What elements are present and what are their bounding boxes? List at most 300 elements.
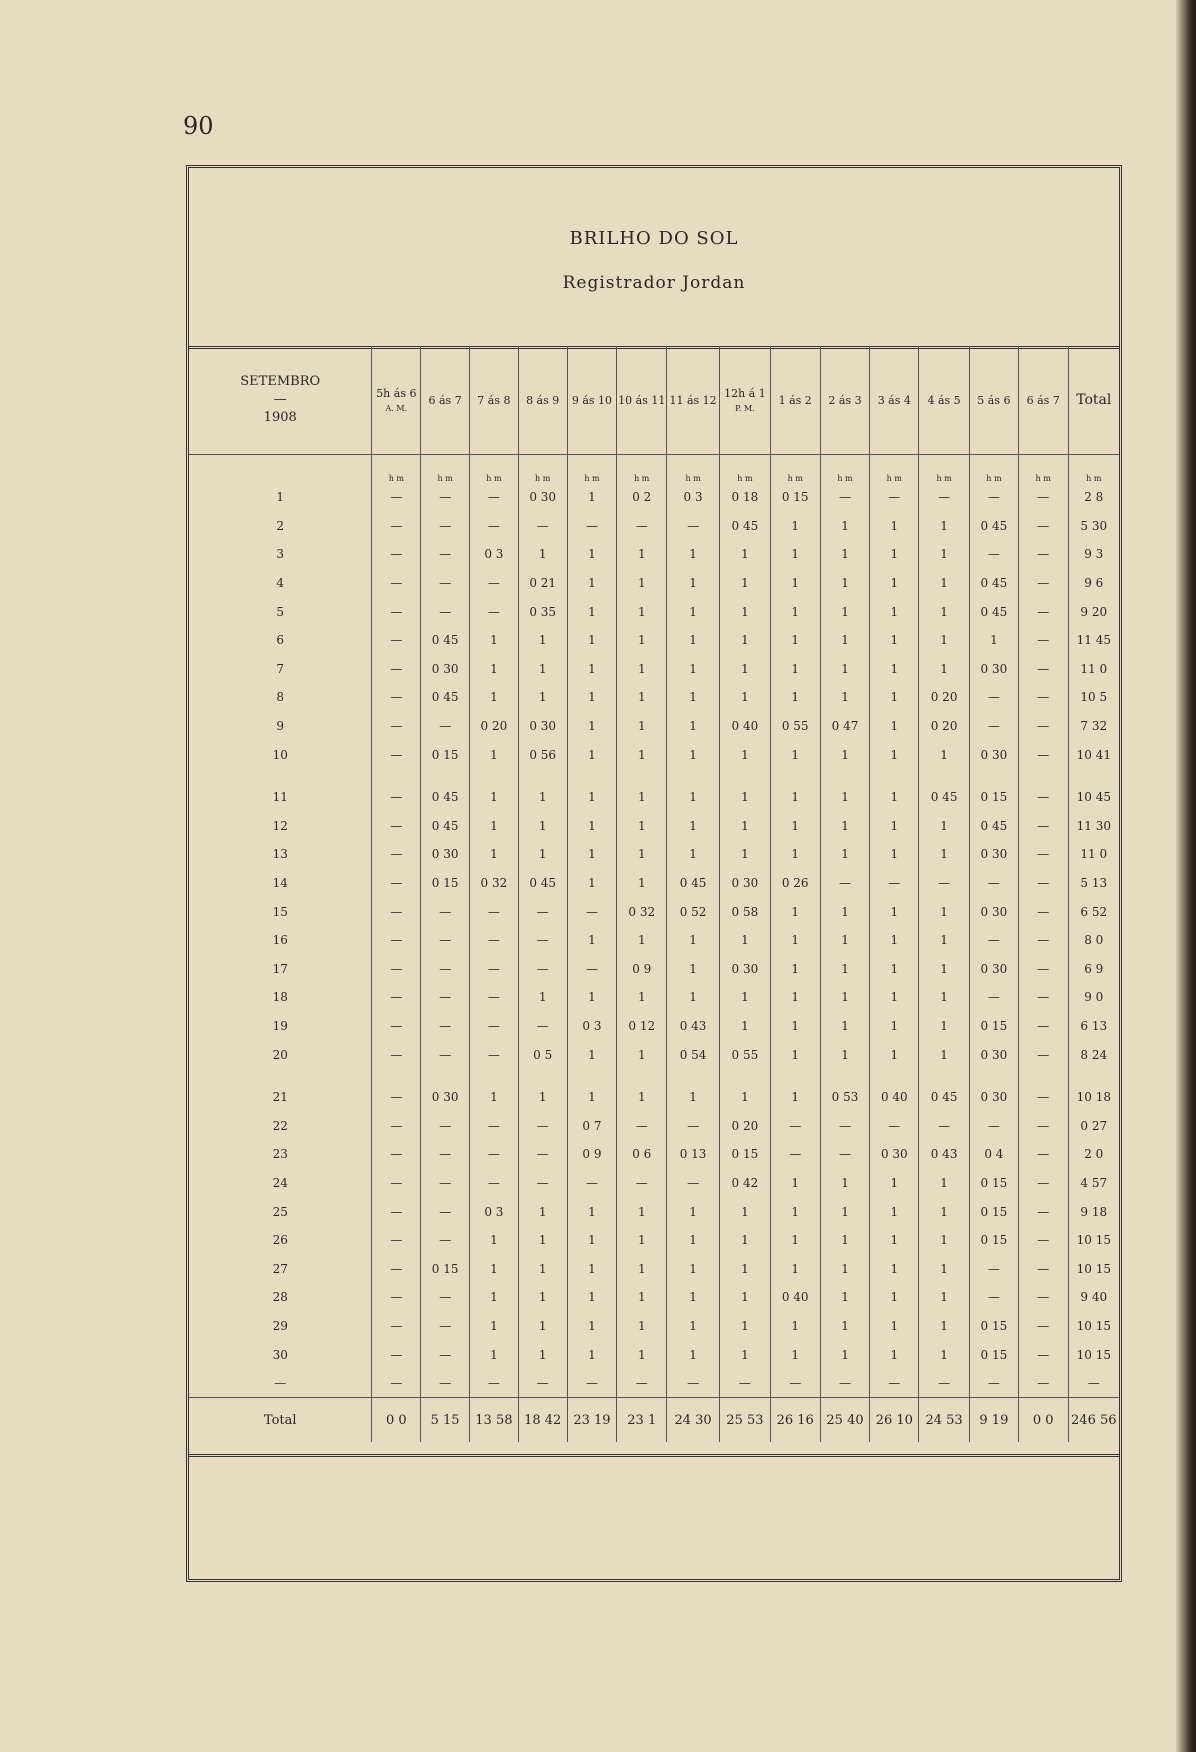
- table-cell: [567, 769, 617, 783]
- table-cell: 1: [567, 869, 617, 898]
- table-row: [189, 897, 1119, 926]
- table-cell: [189, 1069, 372, 1083]
- sunshine-table: [189, 346, 1119, 1442]
- table-cell: 1: [667, 1197, 720, 1226]
- table-cell: —: [1018, 812, 1068, 841]
- table-cell: —: [470, 955, 519, 984]
- table-cell: 1: [870, 655, 919, 684]
- table-cell: —: [870, 483, 919, 512]
- table-row: [189, 1140, 1119, 1169]
- table-cell: [470, 769, 519, 783]
- table-cell: 1: [567, 1283, 617, 1312]
- table-cell: 1: [667, 1312, 720, 1341]
- table-cell: 1: [667, 540, 720, 569]
- table-cell: —: [372, 740, 421, 769]
- table-cell: —: [970, 983, 1019, 1012]
- table-cell: —: [372, 1169, 421, 1198]
- table-cell: 1: [919, 1254, 970, 1283]
- table-cell: 1: [617, 1197, 667, 1226]
- table-cell: 1: [518, 655, 567, 684]
- table-cell: 1: [667, 683, 720, 712]
- table-cell: —: [372, 1312, 421, 1341]
- table-cell: 1: [567, 1197, 617, 1226]
- table-cell: —: [820, 869, 870, 898]
- column-header-label: 9 ás 10: [571, 393, 613, 407]
- table-cell: —: [372, 626, 421, 655]
- table-cell: —: [470, 897, 519, 926]
- table-cell: 1: [720, 655, 771, 684]
- table-cell: 0 55: [720, 1040, 771, 1069]
- table-cell: 1: [720, 569, 771, 598]
- table-cell: 1: [820, 812, 870, 841]
- table-cell: 1: [919, 540, 970, 569]
- table-cell: —: [720, 1369, 771, 1398]
- column-header: [567, 346, 617, 455]
- column-header: [518, 346, 567, 455]
- table-cell: —: [372, 1111, 421, 1140]
- table-cell: 1: [770, 926, 820, 955]
- table-cell: [1018, 769, 1068, 783]
- table-cell: 0 30: [421, 655, 470, 684]
- table-cell: 1: [470, 1312, 519, 1341]
- table-cell: 1: [567, 1226, 617, 1255]
- table-cell: —: [372, 712, 421, 741]
- table-cell: 0 30: [970, 840, 1019, 869]
- table-cell: 1: [770, 897, 820, 926]
- table-cell: —: [1018, 840, 1068, 869]
- table-cell: 0 15: [421, 869, 470, 898]
- table-cell: 1: [919, 1226, 970, 1255]
- table-cell: [372, 769, 421, 783]
- table-cell: 0 40: [770, 1283, 820, 1312]
- total-cell: 25 53: [720, 1398, 771, 1443]
- table-cell: —: [470, 1140, 519, 1169]
- table-cell: 0 30: [970, 740, 1019, 769]
- table-cell: 0 6: [617, 1140, 667, 1169]
- table-cell: —: [421, 712, 470, 741]
- table-cell: —: [518, 897, 567, 926]
- column-header-label: 5h ás 6: [376, 387, 417, 400]
- day-cell: 26: [189, 1226, 372, 1255]
- column-header-label: 3 ás 4: [877, 393, 911, 407]
- column-header: [820, 346, 870, 455]
- table-cell: 0 3: [567, 1012, 617, 1041]
- table-cell: —: [518, 1369, 567, 1398]
- table-cell: —: [470, 926, 519, 955]
- column-header: [970, 346, 1019, 455]
- table-cell: 1: [870, 1040, 919, 1069]
- table-cell: 0 45: [919, 783, 970, 812]
- table-cell: 0 15: [770, 483, 820, 512]
- table-cell: 1: [770, 1083, 820, 1112]
- table-cell: 0 4: [970, 1140, 1019, 1169]
- table-cell: 0 42: [720, 1169, 771, 1198]
- column-header: [1018, 346, 1068, 455]
- column-header: [470, 346, 519, 455]
- table-cell: —: [970, 683, 1019, 712]
- column-header: [770, 346, 820, 455]
- table-cell: —: [870, 1369, 919, 1398]
- table-cell: —: [372, 869, 421, 898]
- table-cell: 1: [617, 926, 667, 955]
- table-cell: —: [1018, 626, 1068, 655]
- table-cell: —: [421, 955, 470, 984]
- table-cell: 1: [870, 1226, 919, 1255]
- day-cell: 27: [189, 1254, 372, 1283]
- unit-label: h m: [421, 455, 470, 484]
- table-cell: 0 47: [820, 712, 870, 741]
- table-cell: 0 56: [518, 740, 567, 769]
- day-cell: 11: [189, 783, 372, 812]
- column-header-label: 10 ás 11: [618, 393, 666, 407]
- table-row: [189, 840, 1119, 869]
- table-box: [189, 346, 1119, 1457]
- table-cell: 10 18: [1076, 1090, 1111, 1105]
- table-cell: —: [617, 512, 667, 541]
- table-cell: 1: [617, 1226, 667, 1255]
- table-cell: 6 52: [1080, 904, 1108, 919]
- table-cell: —: [470, 1111, 519, 1140]
- table-cell: 1: [617, 740, 667, 769]
- table-cell: —: [421, 483, 470, 512]
- table-cell: 0 30: [970, 655, 1019, 684]
- table-cell: 0 3: [470, 1197, 519, 1226]
- table-cell: 0 45: [421, 683, 470, 712]
- table-cell: 1: [567, 569, 617, 598]
- column-header-label: 7 ás 8: [477, 393, 511, 407]
- table-cell: —: [518, 1140, 567, 1169]
- table-cell: 1: [820, 740, 870, 769]
- total-cell: 24 30: [667, 1398, 720, 1443]
- table-cell: 0 30: [518, 483, 567, 512]
- table-cell: 1: [470, 1083, 519, 1112]
- table-cell: —: [518, 1111, 567, 1140]
- table-cell: 1: [870, 926, 919, 955]
- table-cell: 0 12: [617, 1012, 667, 1041]
- table-cell: —: [372, 955, 421, 984]
- table-cell: 1: [919, 1340, 970, 1369]
- table-cell: 1: [870, 569, 919, 598]
- column-header: [720, 346, 771, 455]
- table-row: [189, 1012, 1119, 1041]
- table-cell: 1: [919, 569, 970, 598]
- table-cell: 1: [870, 1012, 919, 1041]
- table-cell: 0 35: [518, 597, 567, 626]
- unit-label: h m: [617, 455, 667, 484]
- table-cell: —: [1018, 1083, 1068, 1112]
- table-cell: —: [970, 869, 1019, 898]
- table-row: [189, 983, 1119, 1012]
- table-cell: —: [372, 483, 421, 512]
- table-cell: —: [1018, 1226, 1068, 1255]
- table-cell: 1: [770, 1226, 820, 1255]
- table-cell: 0 40: [870, 1083, 919, 1112]
- table-cell: 1: [617, 1340, 667, 1369]
- table-cell: 0 3: [470, 540, 519, 569]
- total-cell: 23 1: [617, 1398, 667, 1443]
- day-cell: 30: [189, 1340, 372, 1369]
- table-cell: 11 0: [1080, 847, 1108, 862]
- table-cell: 1: [617, 1040, 667, 1069]
- table-cell: —: [919, 483, 970, 512]
- table-cell: 1: [617, 1312, 667, 1341]
- table-cell: 1: [820, 955, 870, 984]
- table-row: [189, 569, 1119, 598]
- table-cell: 0 45: [970, 812, 1019, 841]
- day-cell: 22: [189, 1111, 372, 1140]
- table-cell: —: [970, 1369, 1019, 1398]
- table-cell: —: [820, 1140, 870, 1169]
- table-cell: —: [421, 1226, 470, 1255]
- table-cell: 1: [567, 1340, 617, 1369]
- table-cell: 0 15: [970, 1226, 1019, 1255]
- table-cell: 1: [720, 597, 771, 626]
- table-cell: 1: [567, 983, 617, 1012]
- column-header: [1068, 346, 1119, 455]
- table-cell: 1: [667, 783, 720, 812]
- table-cell: 8 24: [1080, 1047, 1108, 1062]
- table-cell: 1: [518, 983, 567, 1012]
- table-cell: 0 30: [970, 955, 1019, 984]
- table-cell: 1: [567, 683, 617, 712]
- unit-label: h m: [1018, 455, 1068, 484]
- table-cell: —: [1018, 712, 1068, 741]
- table-cell: —: [1018, 955, 1068, 984]
- day-cell: 24: [189, 1169, 372, 1198]
- table-cell: 1: [617, 683, 667, 712]
- table-cell: 1: [720, 740, 771, 769]
- table-cell: 1: [720, 1012, 771, 1041]
- table-cell: 1: [667, 983, 720, 1012]
- table-cell: 1: [617, 783, 667, 812]
- day-cell: 15: [189, 897, 372, 926]
- table-cell: —: [421, 1140, 470, 1169]
- table-cell: 1: [820, 926, 870, 955]
- table-cell: 4 57: [1080, 1175, 1108, 1190]
- table-cell: 1: [617, 812, 667, 841]
- table-cell: —: [470, 597, 519, 626]
- table-cell: —: [372, 1340, 421, 1369]
- table-cell: —: [470, 512, 519, 541]
- table-cell: —: [421, 1340, 470, 1369]
- table-cell: —: [421, 1197, 470, 1226]
- table-cell: —: [1018, 569, 1068, 598]
- table-row: [189, 1340, 1119, 1369]
- table-cell: —: [567, 512, 617, 541]
- table-cell: —: [421, 1369, 470, 1398]
- table-cell: 0 30: [970, 1040, 1019, 1069]
- table-cell: 1: [919, 626, 970, 655]
- table-cell: —: [372, 597, 421, 626]
- column-header-label: 6 ás 7: [428, 393, 462, 407]
- table-row: [189, 597, 1119, 626]
- table-cell: 1: [870, 983, 919, 1012]
- page-subtitle: Registrador Jordan: [562, 273, 746, 293]
- table-cell: 1: [667, 626, 720, 655]
- table-cell: 1: [567, 840, 617, 869]
- day-cell: 29: [189, 1312, 372, 1341]
- table-cell: 11 0: [1080, 661, 1108, 676]
- table-cell: 1: [820, 683, 870, 712]
- table-cell: —: [667, 1169, 720, 1198]
- table-cell: 1: [770, 569, 820, 598]
- table-cell: —: [421, 897, 470, 926]
- unit-label: h m: [870, 455, 919, 484]
- table-cell: —: [1018, 1040, 1068, 1069]
- table-cell: 0 43: [919, 1140, 970, 1169]
- table-cell: 10 15: [1076, 1318, 1111, 1333]
- table-cell: 1: [567, 626, 617, 655]
- table-cell: —: [820, 1111, 870, 1140]
- table-cell: 1: [720, 783, 771, 812]
- table-cell: 1: [720, 1254, 771, 1283]
- table-cell: 1: [720, 1083, 771, 1112]
- table-cell: 1: [470, 626, 519, 655]
- table-cell: 10 5: [1080, 690, 1108, 705]
- table-cell: —: [567, 1169, 617, 1198]
- table-cell: [372, 1069, 421, 1083]
- table-cell: 1: [919, 512, 970, 541]
- table-cell: 0 15: [970, 783, 1019, 812]
- table-cell: 1: [919, 1040, 970, 1069]
- table-cell: 1: [870, 740, 919, 769]
- table-cell: 0 15: [970, 1312, 1019, 1341]
- table-cell: —: [421, 512, 470, 541]
- day-cell: 5: [189, 597, 372, 626]
- table-cell: [970, 769, 1019, 783]
- table-cell: 1: [919, 1012, 970, 1041]
- day-cell: 1: [189, 483, 372, 512]
- table-cell: 10 15: [1076, 1233, 1111, 1248]
- table-row: [189, 783, 1119, 812]
- table-cell: 1: [720, 840, 771, 869]
- table-cell: 1: [667, 655, 720, 684]
- table-cell: 1: [567, 1254, 617, 1283]
- table-cell: 0 5: [518, 1040, 567, 1069]
- unit-label: h m: [770, 455, 820, 484]
- table-cell: —: [421, 1012, 470, 1041]
- table-row: [189, 1312, 1119, 1341]
- day-cell: 4: [189, 569, 372, 598]
- table-cell: —: [1018, 1312, 1068, 1341]
- table-cell: 0 15: [970, 1340, 1019, 1369]
- table-cell: 0 20: [919, 712, 970, 741]
- table-cell: 0 15: [970, 1197, 1019, 1226]
- table-row: [189, 812, 1119, 841]
- table-cell: 0 30: [970, 897, 1019, 926]
- table-cell: —: [667, 1369, 720, 1398]
- table-cell: 9 18: [1080, 1204, 1108, 1219]
- table-cell: 1: [770, 1312, 820, 1341]
- table-cell: 1: [567, 926, 617, 955]
- table-cell: 1: [919, 655, 970, 684]
- table-cell: —: [870, 869, 919, 898]
- table-cell: —: [617, 1111, 667, 1140]
- table-cell: —: [372, 840, 421, 869]
- table-cell: 1: [820, 512, 870, 541]
- table-cell: 0 45: [518, 869, 567, 898]
- table-cell: —: [372, 655, 421, 684]
- table-cell: 1: [470, 1226, 519, 1255]
- table-cell: —: [1018, 1197, 1068, 1226]
- table-cell: 0 30: [421, 1083, 470, 1112]
- table-cell: —: [970, 926, 1019, 955]
- table-cell: —: [421, 597, 470, 626]
- table-cell: 1: [567, 1083, 617, 1112]
- table-cell: 1: [870, 1254, 919, 1283]
- table-cell: [617, 1069, 667, 1083]
- day-cell: 13: [189, 840, 372, 869]
- table-cell: 0 45: [421, 783, 470, 812]
- table-cell: 1: [518, 1083, 567, 1112]
- column-header-label: 1 ás 2: [778, 393, 812, 407]
- table-cell: 1: [720, 1340, 771, 1369]
- table-cell: 1: [667, 597, 720, 626]
- table-cell: 1: [470, 1283, 519, 1312]
- table-cell: 1: [518, 683, 567, 712]
- table-row: [189, 483, 1119, 512]
- table-cell: 1: [820, 1340, 870, 1369]
- column-header: [667, 346, 720, 455]
- unit-label: h m: [372, 455, 421, 484]
- table-cell: —: [372, 540, 421, 569]
- table-cell: —: [919, 1369, 970, 1398]
- table-cell: 1: [518, 812, 567, 841]
- notes-box: [189, 1454, 1119, 1579]
- table-cell: —: [1018, 926, 1068, 955]
- table-cell: [870, 769, 919, 783]
- table-cell: [1018, 1069, 1068, 1083]
- table-cell: —: [970, 483, 1019, 512]
- table-cell: —: [470, 569, 519, 598]
- table-cell: 1: [470, 1254, 519, 1283]
- table-cell: 1: [567, 783, 617, 812]
- table-cell: 1: [820, 983, 870, 1012]
- table-cell: [470, 1069, 519, 1083]
- table-cell: 0 20: [720, 1111, 771, 1140]
- column-header: [421, 346, 470, 455]
- total-cell: 24 53: [919, 1398, 970, 1443]
- table-cell: 0 53: [820, 1083, 870, 1112]
- unit-label: h m: [1068, 455, 1119, 484]
- table-row: [189, 1169, 1119, 1198]
- unit-label: h m: [567, 455, 617, 484]
- table-cell: 1: [870, 812, 919, 841]
- table-cell: 1: [970, 626, 1019, 655]
- table-cell: 6 9: [1084, 961, 1104, 976]
- table-cell: —: [617, 1169, 667, 1198]
- table-cell: —: [1018, 1369, 1068, 1398]
- table-cell: —: [970, 712, 1019, 741]
- table-cell: 0 54: [667, 1040, 720, 1069]
- table-cell: 5 30: [1080, 518, 1108, 533]
- table-cell: 1: [617, 869, 667, 898]
- table-cell: —: [870, 1111, 919, 1140]
- table-cell: 1: [770, 626, 820, 655]
- table-cell: [189, 455, 372, 484]
- table-cell: 1: [518, 1340, 567, 1369]
- table-cell: 1: [770, 840, 820, 869]
- table-cell: 1: [919, 1169, 970, 1198]
- table-cell: 1: [820, 1197, 870, 1226]
- table-cell: 1: [770, 683, 820, 712]
- table-cell: 1: [820, 1312, 870, 1341]
- table-cell: —: [518, 926, 567, 955]
- column-header: [617, 346, 667, 455]
- table-cell: —: [1018, 1012, 1068, 1041]
- table-cell: —: [1018, 1169, 1068, 1198]
- table-cell: 9 0: [1084, 990, 1104, 1005]
